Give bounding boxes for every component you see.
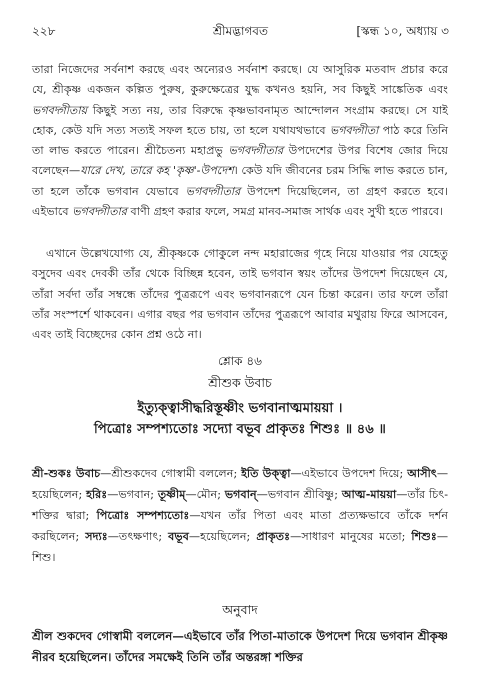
synonym-word: হরিঃ xyxy=(86,487,108,501)
synonym-meaning: শিশু। xyxy=(32,551,56,564)
purport-text: কিছুই সত্য নয়, তার বিরুদ্ধে কৃষ্ণভাবনামৃত আন্দোলন সংগ্রাম করছে। সে যাই হোক, কেউ যদি সত্য সত্যই সফল হতে চায়, তা হলে যথাযথভাবে xyxy=(32,103,448,137)
synonym-meaning: সাধারণ মানুষের মতো; xyxy=(301,530,406,543)
synonym-meaning: তৎক্ষণাৎ; xyxy=(118,530,163,543)
purport-italic-title: ভগবদ্গীতার xyxy=(185,184,241,198)
purport-italic-quote: যারে দেখ, তারে কহ 'কৃষ্ণ'-উপদেশ xyxy=(80,164,234,178)
synonym-word: বভূব xyxy=(168,529,189,543)
purport-paragraph-2: এখানে উল্লেখযোগ্য যে, শ্রীকৃষ্ণকে গোকুলে নন্দ মহারাজের গৃহে নিয়ে যাওয়ার পর যেহেতু বসুদেব এবং দেবকী তাঁর থেকে বিচ্ছিন্ন হবেন, তাই ভগবান স্বয়ং তাঁদের উপদেশ দিয়েছেন যে, তাঁরা সর্বদা তাঁর সম্বন্ধে তাঁদের পুত্ররূপে এবং ভগবানরূপে যেন চিন্তা করেন। তার ফলে তাঁরা তাঁর সংস্পর্শে থাকবেন। এগার বছর পর ভগবান তাঁদের পুত্ররূপে আবার মথুরায় ফিরে আসবেন, এবং তাই বিচ্ছেদের কোন প্রশ্ন ওঠে না। xyxy=(32,247,448,342)
synonym-meaning: যখন তাঁর পিতা এবং মাতা প্রত্যক্ষভাবে তাঁকে দর্শন করছিলেন; xyxy=(32,509,448,543)
purport-italic-title: ভগবদ্গীতার xyxy=(72,205,127,219)
sloka-speaker: শ্রীশুক উবাচ xyxy=(208,375,272,390)
book-title: শ্রীমদ্ভাগবত xyxy=(212,24,268,38)
synonym-meaning: শ্রীশুকদেব গোস্বামী বললেন; xyxy=(111,467,238,480)
synonym-word: সদ্যঃ xyxy=(85,529,108,543)
translation-heading: অনুবাদ xyxy=(222,602,258,617)
synonym-word: আত্ম-মায়য়া xyxy=(341,487,397,501)
purport-text: । কেউ যদি জীবনের চরম সিদ্ধি লাভ করতে চান, তা হলে তাঁকে ভগবান যেভাবে xyxy=(32,164,448,198)
synonym-meaning: ভগবান; xyxy=(118,488,155,501)
purport-italic-title: ভগবদ্গীতার xyxy=(228,144,284,158)
verse-line-1: ইত্যুক্ত্বাসীদ্ধরিস্তূষ্ণীং ভগবানাত্মমায়য়া । xyxy=(137,401,343,416)
purport-text: তারা নিজেদের সর্বনাশ করছে এবং অন্যেরও সর্বনাশ করছে। যে আসুরিক মতবাদ প্রচার করে যে, শ্রীকৃষ্ণ একজন কল্পিত পুরুষ, কুরুক্ষেত্রের যুদ্ধ কখনও হয়নি, সব কিছুই সাঙ্কেতিক এবং xyxy=(32,63,448,97)
synonyms-block: শ্রী-শুকঃ উবাচ—শ্রীশুকদেব গোস্বামী বললেন; ইতি উক্ত্বা—এইভাবে উপদেশ দিয়ে; আসীৎ—হয়েছিলেন; হরিঃ—ভগবান; তূষ্ণীম্—মৌন; ভগবান্—ভগবান শ্রীবিষ্ণু; আত্ম-মায়য়া—তাঁর চিৎ-শক্তির দ্বারা; পিত্রোঃ সম্পশ্যতোঃ—যখন তাঁর পিতা এবং মাতা প্রত্যক্ষভাবে তাঁকে দর্শন করছিলেন; সদ্যঃ—তৎক্ষণাৎ; বভূব—হয়েছিলেন; প্রাকৃতঃ—সাধারণ মানুষের মতো; শিশুঃ—শিশু। xyxy=(32,466,449,564)
sloka-number: শ্লোক ৪৬ xyxy=(218,354,262,368)
synonym-meaning: হয়েছিলেন; xyxy=(200,530,251,543)
synonym-word: প্রাকৃতঃ xyxy=(256,529,291,543)
purport-text: বাণী গ্রহণ করার ফলে, সমগ্র মানব-সমাজ সার্থক এবং সুখী হতে পারবে। xyxy=(126,205,444,219)
synonym-meaning: এইভাবে উপদেশ দিয়ে; xyxy=(301,467,404,480)
purport-text: উপদেশের উপর বিশেষ জোর দিয়ে বলেছেন— xyxy=(32,144,448,178)
synonym-word: ভগবান্ xyxy=(224,487,257,501)
purport-paragraph-1 xyxy=(32,60,448,222)
synonym-word: পিত্রোঃ সম্পশ্যতোঃ xyxy=(96,508,190,522)
page-header xyxy=(32,22,449,40)
purport-italic-title: ভগবদ্গীতায় xyxy=(32,103,88,117)
verse-line-2: পিত্রোঃ সম্পশ্যতোঃ সদ্যো বভূব প্রাকৃতঃ শিশুঃ ॥ ৪৬ ॥ xyxy=(94,422,386,437)
synonym-word: আসীৎ xyxy=(407,466,437,480)
translation-text: শ্রীল শুকদেব গোস্বামী বললেন—এইভাবে তাঁর পিতা-মাতাকে উপদেশ দিয়ে ভগবান শ্রীকৃষ্ণ নীরব হয়েছিলেন। তাঁদের সমক্ষেই তিনি তাঁর অন্তরঙ্গা শক্তির xyxy=(32,629,448,664)
synonym-meaning: ভগবান শ্রীবিষ্ণু; xyxy=(267,488,339,501)
sloka-verse xyxy=(32,398,448,440)
synonym-word: শ্রী-শুকঃ উবাচ xyxy=(32,466,101,480)
purport-text: উপদেশ দিয়েছিলেন, তা গ্রহণ করতে হবে। এইভাবে xyxy=(32,184,448,219)
synonym-meaning: হয়েছিলেন; xyxy=(32,488,83,501)
purport-text: পাঠ করে তিনি তা লাভ করতে পারেন। শ্রীচৈতন্য মহাপ্রভু xyxy=(32,123,448,158)
chapter-reference: [স্কন্ধ ১০, অধ্যায় ৩ xyxy=(356,24,449,38)
synonym-word: তূষ্ণীম্ xyxy=(157,487,186,501)
purport-italic-title: ভগবদ্গীতা xyxy=(329,123,379,137)
synonym-meaning: তাঁর চিৎ-শক্তির দ্বারা; xyxy=(32,488,449,522)
synonym-word: শিশুঃ xyxy=(411,529,437,543)
synonym-word: ইতি উক্ত্বা xyxy=(241,466,291,480)
page-number: ২২৮ xyxy=(32,24,56,38)
synonym-meaning: মৌন; xyxy=(196,488,221,501)
